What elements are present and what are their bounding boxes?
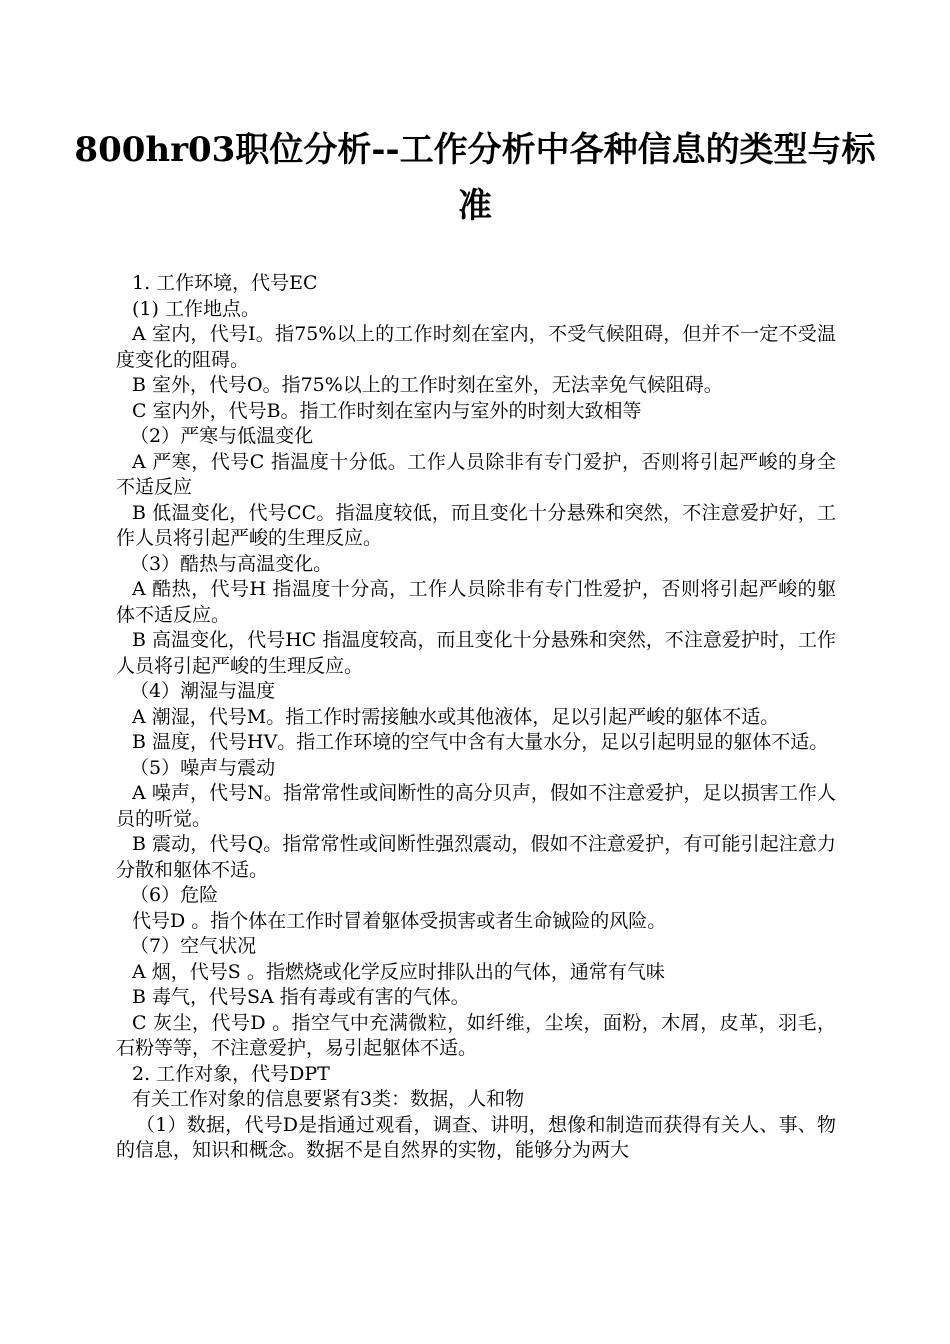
paragraph: B 震动，代号Q。指常常性或间断性强烈震动，假如不注意爱护，有可能引起注意力分散和躯体不适。 xyxy=(116,833,836,881)
document-body xyxy=(116,271,836,1164)
paragraph: B 高温变化，代号HC 指温度较高，而且变化十分悬殊和突然，不注意爱护时，工作人员将引起严峻的生理反应。 xyxy=(116,629,836,677)
paragraph: A 室内，代号I。指75%以上的工作时刻在室内，不受气候阻碍，但并不一定不受温度变化的阻碍。 xyxy=(116,323,836,371)
paragraph: B 毒气，代号SA 指有毒或有害的气体。 xyxy=(132,986,470,1008)
section-heading: 1. 工作环境，代号EC xyxy=(132,272,318,294)
paragraph: （1）数据，代号D是指通过观看，调查、讲明，想像和制造而获得有关人、事、物的信息，知识和概念。数据不是自然界的实物，能够分为两大 xyxy=(116,1113,836,1161)
subsection-heading: （7）空气状况 xyxy=(130,935,257,957)
paragraph: 有关工作对象的信息要紧有3类：数据，人和物 xyxy=(132,1088,525,1110)
paragraph: C 室内外，代号B。指工作时刻在室内与室外的时刻大致相等 xyxy=(132,399,642,422)
paragraph: B 室外，代号O。指75%以上的工作时刻在室外，无法幸免气候阻碍。 xyxy=(132,374,723,396)
paragraph: A 酷热，代号H 指温度十分高，工作人员除非有专门性爱护，否则将引起严峻的躯体不适反应。 xyxy=(116,578,836,626)
subsection-heading: （6）危险 xyxy=(130,884,219,906)
subsection-heading: （5）噪声与震动 xyxy=(130,756,276,779)
subsection-heading: （4）潮湿与温度 xyxy=(130,680,276,702)
subsection-heading: (1) 工作地点。 xyxy=(132,297,260,320)
document-title: 800hr03职位分析--工作分析中各种信息的类型与标准 xyxy=(74,130,876,226)
paragraph: B 温度，代号HV。指工作环境的空气中含有大量水分，足以引起明显的躯体不适。 xyxy=(132,731,829,753)
subsection-heading: （2）严寒与低温变化 xyxy=(130,425,314,447)
paragraph: A 噪声，代号N。指常常性或间断性的高分贝声，假如不注意爱护，足以损害工作人员的听觉。 xyxy=(116,782,836,830)
paragraph: A 烟，代号S 。指燃烧或化学反应时排队出的气体，通常有气味 xyxy=(132,960,665,983)
subsection-heading: （3）酷热与高温变化。 xyxy=(130,552,333,575)
paragraph: A 严寒，代号C 指温度十分低。工作人员除非有专门爱护，否则将引起严峻的身全不适反应 xyxy=(116,450,836,498)
paragraph: C 灰尘，代号D 。指空气中充满微粒，如纤维，尘埃，面粉，木屑，皮革，羽毛，石粉等等，不注意爱护，易引起躯体不适。 xyxy=(116,1011,836,1059)
paragraph: B 低温变化，代号CC。指温度较低，而且变化十分悬殊和突然，不注意爱护好，工作人员将引起严峻的生理反应。 xyxy=(116,501,836,549)
section-heading: 2. 工作对象，代号DPT xyxy=(132,1062,330,1085)
paragraph: A 潮湿，代号M。指工作时需接触水或其他液体，足以引起严峻的躯体不适。 xyxy=(132,705,780,728)
paragraph: 代号D 。指个体在工作时冒着躯体受损害或者生命铖险的风险。 xyxy=(132,909,667,932)
